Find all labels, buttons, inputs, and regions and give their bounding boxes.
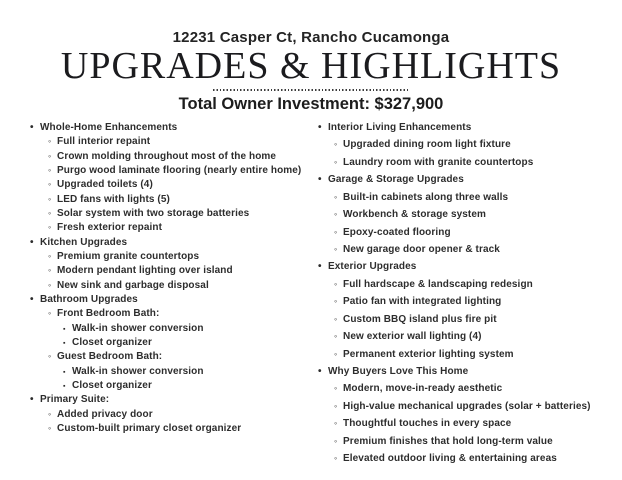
list-item-text: New exterior wall lighting (4) <box>343 331 482 343</box>
list-item <box>30 280 318 294</box>
bullet-icon: ◦ <box>334 313 338 324</box>
list-item <box>30 409 318 423</box>
list-item <box>30 323 318 337</box>
list-item <box>30 423 318 437</box>
list-item-text: Full interior repaint <box>57 136 151 148</box>
list-item <box>30 208 318 222</box>
list-item-text: Added privacy door <box>57 408 153 420</box>
dotted-divider <box>213 89 409 91</box>
bullet-icon: ◦ <box>334 400 338 411</box>
flyer-header <box>0 0 622 114</box>
bullet-icon: ◦ <box>48 193 52 204</box>
list-item <box>318 192 614 209</box>
bullet-icon: ◦ <box>48 136 52 147</box>
list-item-text: Laundry room with granite countertops <box>343 156 534 168</box>
list-item <box>30 179 318 193</box>
list-item-text: Crown molding throughout most of the home <box>57 150 277 162</box>
list-item-text: Premium granite countertops <box>57 250 200 262</box>
list-item <box>318 453 614 470</box>
bullet-icon: ◦ <box>334 243 338 254</box>
list-item-text: Epoxy-coated flooring <box>343 226 451 238</box>
bullet-icon: ◦ <box>48 222 52 233</box>
bullet-icon: ◦ <box>334 156 338 167</box>
list-item <box>30 222 318 236</box>
list-item-text: High-value mechanical upgrades (solar + batteries) <box>343 400 591 412</box>
list-item <box>318 174 614 191</box>
list-item-text: Kitchen Upgrades <box>40 236 128 248</box>
bullet-icon: ◦ <box>48 150 52 161</box>
list-item-text: LED fans with lights (5) <box>57 193 170 205</box>
list-item <box>318 401 614 418</box>
list-item-text: Workbench & storage system <box>343 209 487 221</box>
bullet-icon: • <box>318 261 322 273</box>
list-item-text: Guest Bedroom Bath: <box>57 351 163 363</box>
bullet-icon: • <box>30 236 34 248</box>
bullet-icon: ◦ <box>48 408 52 419</box>
list-item <box>318 227 614 244</box>
bullet-icon: ◦ <box>334 418 338 429</box>
page-title: UPGRADES & HIGHLIGHTS <box>60 45 562 87</box>
left-column <box>30 122 318 438</box>
list-item <box>30 337 318 351</box>
bullet-icon: ◦ <box>334 278 338 289</box>
list-item-text: Exterior Upgrades <box>328 261 417 273</box>
list-item <box>318 244 614 261</box>
bullet-icon: ◦ <box>48 250 52 261</box>
list-item-text: Walk-in shower conversion <box>72 365 204 377</box>
bullet-icon: ◦ <box>48 179 52 190</box>
bullet-icon: ◦ <box>334 453 338 464</box>
bullet-icon: ◦ <box>48 423 52 434</box>
list-item-text: Full hardscape & landscaping redesign <box>343 278 533 290</box>
bullet-icon: ◦ <box>334 383 338 394</box>
list-item-text: Upgraded dining room light fixture <box>343 139 511 151</box>
list-item-text: Built-in cabinets along three walls <box>343 191 509 203</box>
list-item-text: Modern pendant lighting over island <box>57 265 233 277</box>
list-item-text: Purgo wood laminate flooring (nearly entire home) <box>57 164 302 176</box>
list-item-text: Solar system with two storage batteries <box>57 207 250 219</box>
bullet-icon: • <box>30 394 34 406</box>
list-item-text: New sink and garbage disposal <box>57 279 209 291</box>
list-item-text: Primary Suite: <box>40 394 110 406</box>
list-item <box>30 122 318 136</box>
property-address: 12231 Casper Ct, Rancho Cucamonga <box>172 29 450 46</box>
bullet-icon: ◦ <box>334 296 338 307</box>
list-item <box>318 122 614 139</box>
list-item <box>318 261 614 278</box>
list-item <box>318 331 614 348</box>
list-item-text: Fresh exterior repaint <box>57 222 163 234</box>
bullet-icon: ◦ <box>334 226 338 237</box>
list-item-text: Front Bedroom Bath: <box>57 308 160 320</box>
bullet-icon: ▪ <box>63 340 66 348</box>
list-item <box>30 136 318 150</box>
list-item <box>30 351 318 365</box>
list-item <box>318 279 614 296</box>
bullet-icon: ◦ <box>48 207 52 218</box>
list-item-text: Upgraded toilets (4) <box>57 179 153 191</box>
list-item <box>30 151 318 165</box>
list-item <box>318 418 614 435</box>
list-item-text: Why Buyers Love This Home <box>328 366 469 378</box>
list-item <box>30 366 318 380</box>
list-item-text: Bathroom Upgrades <box>40 294 138 306</box>
list-item-text: Elevated outdoor living & entertaining areas <box>343 453 557 465</box>
list-item <box>30 308 318 322</box>
list-item-text: Modern, move-in-ready aesthetic <box>343 383 503 395</box>
bullet-icon: ◦ <box>48 164 52 175</box>
list-item-text: Custom-built primary closet organizer <box>57 423 242 435</box>
bullet-icon: ▪ <box>63 368 66 376</box>
list-item <box>318 383 614 400</box>
bullet-icon: ◦ <box>334 209 338 220</box>
bullet-icon: ▪ <box>63 325 66 333</box>
list-item <box>318 314 614 331</box>
list-item <box>30 394 318 408</box>
list-item <box>30 265 318 279</box>
bullet-icon: ◦ <box>48 308 52 319</box>
list-item <box>30 294 318 308</box>
bullet-icon: ◦ <box>334 331 338 342</box>
bullet-icon: • <box>318 174 322 186</box>
bullet-icon: • <box>30 294 34 306</box>
bullet-icon: ▪ <box>63 383 66 391</box>
list-item-text: Permanent exterior lighting system <box>343 348 514 360</box>
list-item-text: Whole-Home Enhancements <box>40 121 178 133</box>
list-item-text: Thoughtful touches in every space <box>343 418 512 430</box>
list-item-text: Garage & Storage Upgrades <box>328 174 464 186</box>
total-investment: Total Owner Investment: $327,900 <box>178 94 444 113</box>
list-item <box>318 349 614 366</box>
list-item <box>30 194 318 208</box>
list-item-text: Closet organizer <box>72 337 152 349</box>
bullet-icon: ◦ <box>334 139 338 150</box>
list-item <box>30 251 318 265</box>
bullet-icon: • <box>30 121 34 133</box>
list-item-text: Premium finishes that hold long-term value <box>343 435 553 447</box>
list-item <box>30 237 318 251</box>
list-item <box>30 380 318 394</box>
list-item <box>318 436 614 453</box>
bullet-icon: • <box>318 121 322 133</box>
content-columns <box>0 114 622 471</box>
bullet-icon: ◦ <box>48 351 52 362</box>
list-item-text: Closet organizer <box>72 380 152 392</box>
bullet-icon: ◦ <box>334 191 338 202</box>
list-item <box>318 139 614 156</box>
list-item <box>318 209 614 226</box>
list-item-text: Custom BBQ island plus fire pit <box>343 313 497 325</box>
list-item <box>30 165 318 179</box>
bullet-icon: ◦ <box>334 348 338 359</box>
right-column <box>318 122 614 471</box>
bullet-icon: ◦ <box>48 279 52 290</box>
list-item-text: Patio fan with integrated lighting <box>343 296 502 308</box>
list-item <box>318 296 614 313</box>
list-item <box>318 157 614 174</box>
list-item <box>318 366 614 383</box>
bullet-icon: ◦ <box>334 435 338 446</box>
bullet-icon: • <box>318 366 322 378</box>
list-item-text: Interior Living Enhancements <box>328 121 472 133</box>
bullet-icon: ◦ <box>48 265 52 276</box>
list-item-text: Walk-in shower conversion <box>72 322 204 334</box>
list-item-text: New garage door opener & track <box>343 243 500 255</box>
